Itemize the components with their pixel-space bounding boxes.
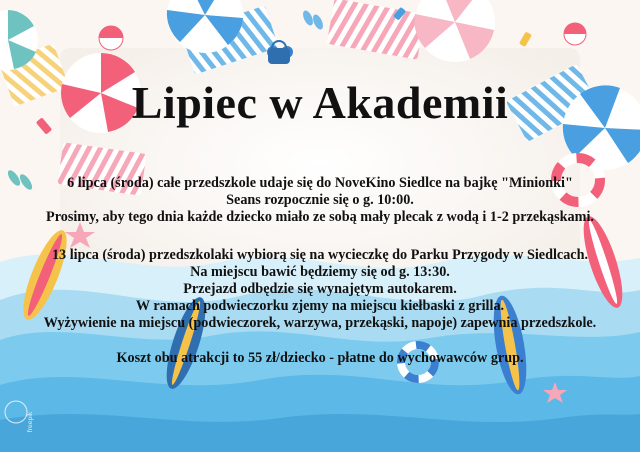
watermark-logo bbox=[2, 392, 34, 442]
info-line: 6 lipca (środa) całe przedszkole udaje się do NoveKino Siedlce na bajkę "Minionki" bbox=[67, 175, 573, 191]
info-line: Przejazd odbędzie się wynajętym autokarem. bbox=[183, 281, 457, 297]
beach-ball-icon bbox=[564, 23, 586, 45]
info-line: 13 lipca (środa) przedszkolaki wybiorą się na wycieczkę do Parku Przygody w Siedlcach. bbox=[51, 247, 589, 263]
page-title: Lipiec w Akademii bbox=[131, 77, 509, 128]
info-line: Na miejscu bawić będziemy się od g. 13:30. bbox=[190, 264, 450, 280]
info-line: Seans rozpocznie się o g. 10:00. bbox=[226, 192, 414, 208]
info-line: Prosimy, aby tego dnia każde dziecko miało ze sobą mały plecak z wodą i 1-2 przekąskami. bbox=[46, 209, 594, 225]
cost-line: Koszt obu atrakcji to 55 zł/dziecko - płatne do wychowawców grup. bbox=[116, 350, 524, 366]
info-line: W ramach podwieczorku zjemy na miejscu kiełbaski z grilla. bbox=[135, 298, 505, 314]
info-line: Wyżywienie na miejscu (podwieczorek, warzywa, przekąski, napoje) zapewnia przedszkole. bbox=[43, 315, 597, 331]
beach-ball-icon bbox=[99, 26, 123, 50]
watermark-text: freepik bbox=[27, 411, 34, 433]
